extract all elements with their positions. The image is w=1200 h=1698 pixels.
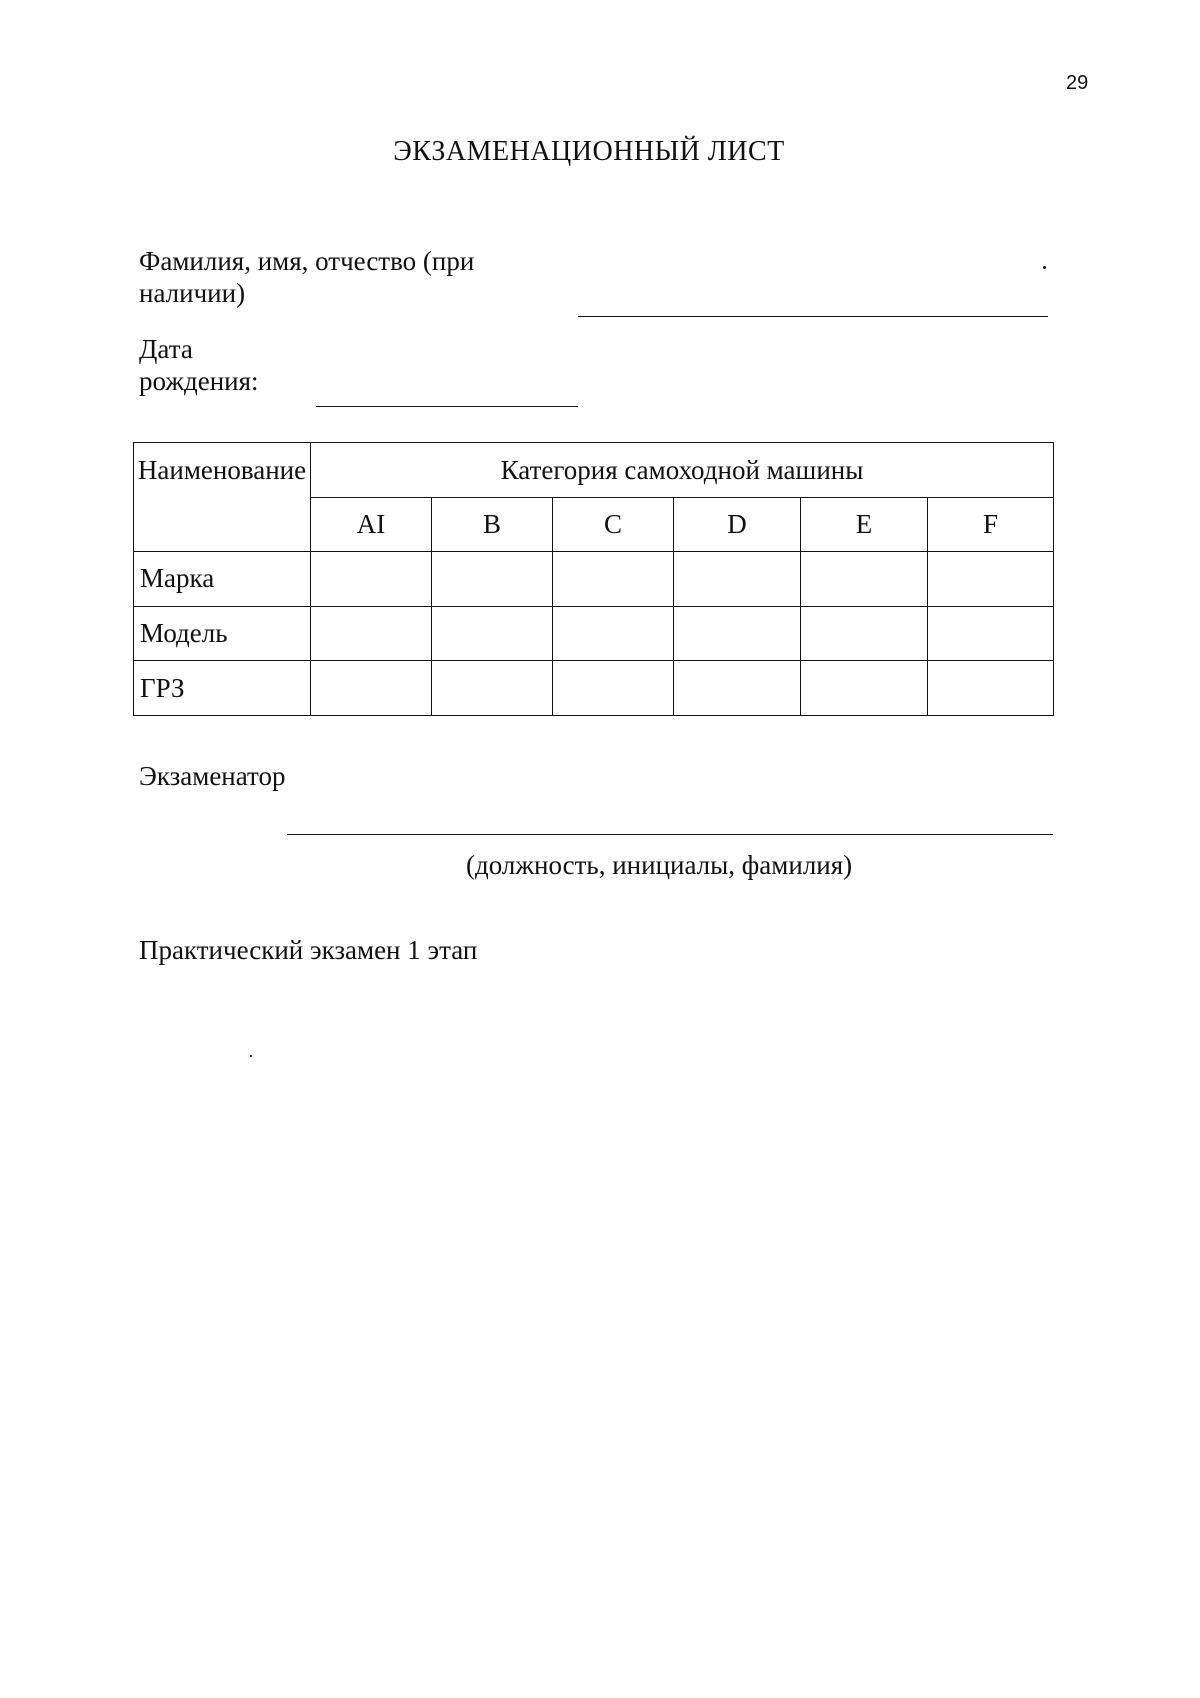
scan-dot — [250, 1055, 252, 1057]
table-cell[interactable] — [928, 661, 1054, 716]
table-cell[interactable] — [801, 661, 928, 716]
table-cell[interactable] — [801, 606, 928, 661]
dob-label: Дата рождения: — [139, 334, 259, 396]
fio-field[interactable] — [578, 316, 1048, 317]
examiner-label: Экзаменатор — [139, 761, 286, 791]
category-f: F — [928, 498, 1054, 552]
table-cell[interactable] — [553, 606, 674, 661]
table-cell[interactable] — [432, 661, 553, 716]
table-row — [134, 552, 1054, 607]
row-label-model: Модель — [134, 606, 311, 661]
row-label-marka: Марка — [134, 552, 311, 607]
page-number: 29 — [1066, 72, 1089, 94]
table-cell[interactable] — [801, 552, 928, 607]
table-row — [134, 606, 1054, 661]
table-cell[interactable] — [432, 606, 553, 661]
dob-field[interactable] — [316, 406, 578, 407]
category-c: C — [553, 498, 674, 552]
category-e: E — [801, 498, 928, 552]
vehicle-category-table — [133, 442, 1054, 716]
table-cell[interactable] — [674, 552, 801, 607]
table-cell[interactable] — [553, 661, 674, 716]
exam-stage-label: Практический экзамен 1 этап — [139, 935, 478, 965]
fio-label: Фамилия, имя, отчество (при наличии) — [139, 246, 475, 308]
name-header: Наименование — [134, 443, 311, 552]
category-header: Категория самоходной машины — [311, 443, 1054, 498]
page-title: ЭКЗАМЕНАЦИОННЫЙ ЛИСТ — [393, 136, 785, 167]
category-ai: AI — [311, 498, 432, 552]
table-cell[interactable] — [432, 552, 553, 607]
table-cell[interactable] — [928, 552, 1054, 607]
table-cell[interactable] — [311, 552, 432, 607]
row-label-grz: ГРЗ — [134, 661, 311, 716]
table-cell[interactable] — [311, 606, 432, 661]
examiner-caption: (должность, инициалы, фамилия) — [466, 850, 853, 880]
table-cell[interactable] — [311, 661, 432, 716]
table-cell[interactable] — [674, 661, 801, 716]
scan-dot — [1043, 266, 1046, 269]
category-d: D — [674, 498, 801, 552]
table-row — [134, 661, 1054, 716]
examiner-field[interactable] — [287, 834, 1053, 835]
table-cell[interactable] — [928, 606, 1054, 661]
table-cell[interactable] — [674, 606, 801, 661]
table-cell[interactable] — [553, 552, 674, 607]
category-b: B — [432, 498, 553, 552]
